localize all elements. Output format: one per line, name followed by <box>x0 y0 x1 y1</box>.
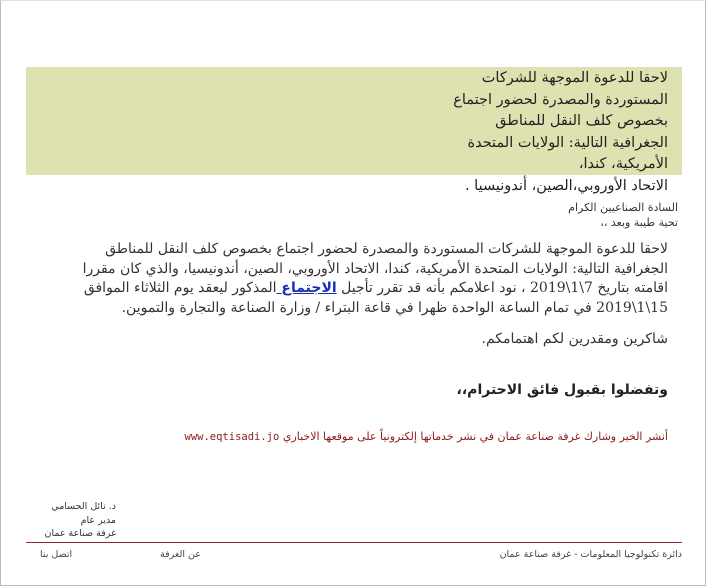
greeting-salutation: السادة الصناعيين الكرام <box>568 201 678 214</box>
promo-line <box>108 430 668 443</box>
headline-line: الأمريكية، كندا، <box>578 156 668 172</box>
headline-line: الجغرافية التالية: الولايات المتحدة <box>467 134 668 151</box>
greeting <box>78 200 678 230</box>
thanks-line: شاكرين ومقدرين لكم اهتمامكم. <box>481 331 668 347</box>
body-line: 15\1\2019 في تمام الساعة الواحدة ظهرا في قاعة البتراء / وزارة الصناعة والتجارة والتموين. <box>121 299 668 316</box>
body-paragraph <box>28 240 668 318</box>
meeting-link[interactable]: الاجتماع <box>276 280 337 296</box>
body-line <box>28 279 668 299</box>
site-link[interactable]: www.eqtisadi.jo <box>184 431 280 443</box>
footer-contact-link[interactable]: اتصل بنا <box>40 549 73 560</box>
footer-about-link[interactable]: عن الغرفة <box>160 549 201 560</box>
body-line: الجغرافية التالية: الولايات المتحدة الأمريكية، كندا، الاتحاد الأوروبي، الصين، أندونيسيا، والذي كان مقررا <box>82 260 668 277</box>
headline-box <box>26 67 682 194</box>
headline-line: بخصوص كلف النقل للمناطق <box>495 113 668 129</box>
signature-block <box>24 500 116 541</box>
regards-line: وتفضلوا بقبول فائق الاحترام،، <box>456 382 668 398</box>
footer-divider <box>26 542 682 543</box>
body-line-end: المذكور ليعقد يوم الثلاثاء الموافق <box>83 280 277 296</box>
body-line-start: اقامته بتاريخ 7\1\2019 ، نود اعلامكم بأنه قد تقرر تأجيل <box>336 280 668 296</box>
footer-department: دائرة تكنولوجيا المعلومات - غرفة صناعة عمان <box>499 549 682 560</box>
headline-line: المستوردة والمصدرة لحضور اجتماع <box>453 91 668 108</box>
body-line: لاحقا للدعوة الموجهة للشركات المستوردة والمصدرة لحضور اجتماع بخصوص كلف النقل للمناطق <box>105 241 668 257</box>
signature-org: غرفة صناعة عمان <box>44 528 116 539</box>
signature-title: مدير عام <box>80 514 116 526</box>
headline-line: لاحقا للدعوة الموجهة للشركات <box>481 70 668 86</box>
greeting-opening: تحية طيبة وبعد ،، <box>600 216 678 229</box>
signature-name: د. نائل الحسامي <box>51 501 116 512</box>
promo-text: أنشر الخير وشارك غرفة صناعة عمان في نشر خدماتها إلكترونياً على موقعها الاخباري <box>282 430 668 443</box>
headline-line: الاتحاد الأوروبي،الصين، أندونيسيا . <box>464 177 668 194</box>
